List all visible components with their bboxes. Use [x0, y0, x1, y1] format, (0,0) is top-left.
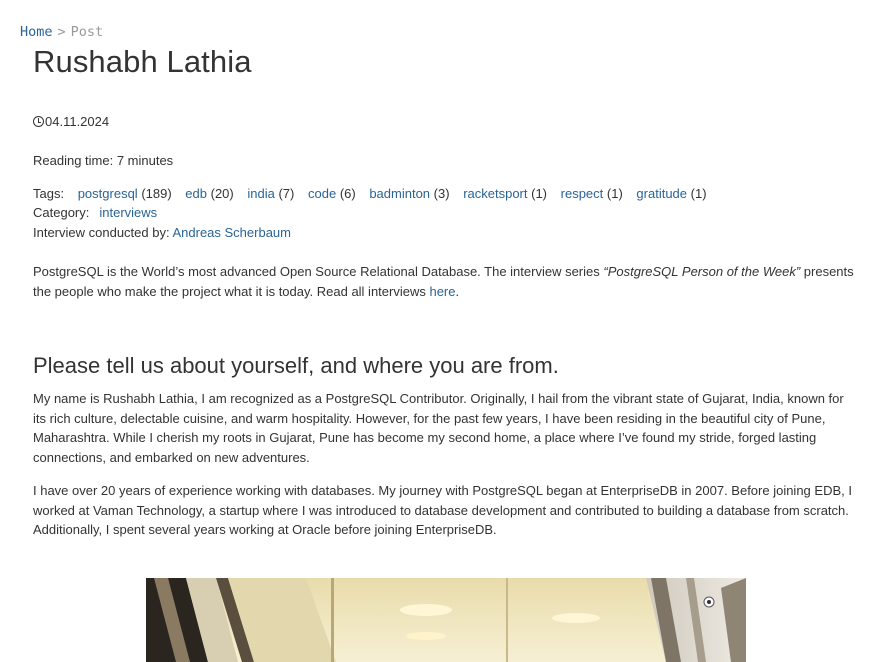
breadcrumb-current: Post [70, 24, 104, 40]
tags-label: Tags: [33, 186, 65, 201]
tag-link-india[interactable]: india [247, 186, 275, 201]
tag-link-racketsport[interactable]: racketsport [463, 186, 528, 201]
tag-count: (7) [278, 186, 295, 201]
body-paragraph-1: My name is Rushabh Lathia, I am recognized as a PostgreSQL Contributor. Originally, I hail from the vibrant state of Gujarat, India, known for its rich culture, delectable cuisine, and warm hospitality. However, for the past few years, I have been residing in the beautiful city of Pune, Maharashtra. While I cherish my roots in Gujarat, Pune has become my second home, a place where I’ve found my stride, forged lasting connections, and embarked on new adventures. [33, 391, 844, 465]
tag-item [185, 186, 233, 201]
tag-item [636, 186, 706, 201]
tag-link-edb[interactable]: edb [185, 186, 207, 201]
tag-link-postgresql[interactable]: postgresql [77, 186, 138, 201]
interviewer-link[interactable]: Andreas Scherbaum [172, 225, 291, 240]
photo-illustration [146, 578, 746, 662]
body-paragraph-2: I have over 20 years of experience working with databases. My journey with PostgreSQL began at EnterpriseDB in 2007. Before joining EDB, I worked at Vaman Technology, a startup where I was introduced to database development and contributed to building a database from scratch. Additionally, I spent several years working at Oracle before joining EnterpriseDB. [33, 483, 852, 537]
intro-paragraph [33, 262, 858, 301]
tag-item [78, 186, 172, 201]
section-heading: Please tell us about yourself, and where you are from. [33, 353, 559, 378]
tag-link-respect[interactable]: respect [560, 186, 604, 201]
breadcrumb-home-link[interactable]: Home [20, 24, 53, 40]
tag-item [308, 186, 356, 201]
tag-count: (1) [690, 186, 707, 201]
page-title: Rushabh Lathia [33, 44, 252, 79]
intro-text-cont: presents the people who make the project what it is today. Read all interviews [33, 264, 854, 299]
tag-count: (20) [210, 186, 234, 201]
tag-item [247, 186, 294, 201]
category-link[interactable]: interviews [99, 205, 158, 220]
tag-item [369, 186, 449, 201]
tag-link-gratitude[interactable]: gratitude [636, 186, 688, 201]
tag-count: (1) [606, 186, 623, 201]
all-interviews-link[interactable]: here [429, 283, 456, 299]
interviewer-label: Interview conducted by: [33, 225, 170, 240]
series-name: “PostgreSQL Person of the Week” [603, 264, 801, 279]
interviewer-row [33, 225, 291, 240]
interview-photo [146, 578, 746, 662]
post-date [33, 114, 109, 129]
tag-count: (189) [141, 186, 172, 201]
post-date-value: 04.11.2024 [45, 114, 110, 129]
category-label: Category: [33, 205, 90, 220]
tag-count: (6) [339, 186, 356, 201]
clock-icon [33, 116, 44, 127]
category-row [33, 205, 157, 220]
tag-count: (3) [433, 186, 450, 201]
intro-text: PostgreSQL is the World’s most advanced Open Source Relational Database. The interview series [33, 264, 604, 279]
tag-count: (1) [531, 186, 548, 201]
tag-link-badminton[interactable]: badminton [369, 186, 431, 201]
intro-end: . [455, 283, 460, 299]
breadcrumb-separator: > [57, 24, 66, 40]
breadcrumb [20, 24, 103, 40]
tag-item [561, 186, 623, 201]
tag-link-code[interactable]: code [307, 186, 337, 201]
tag-item [463, 186, 547, 201]
tags-row [33, 186, 717, 201]
reading-time: Reading time: 7 minutes [33, 153, 174, 168]
